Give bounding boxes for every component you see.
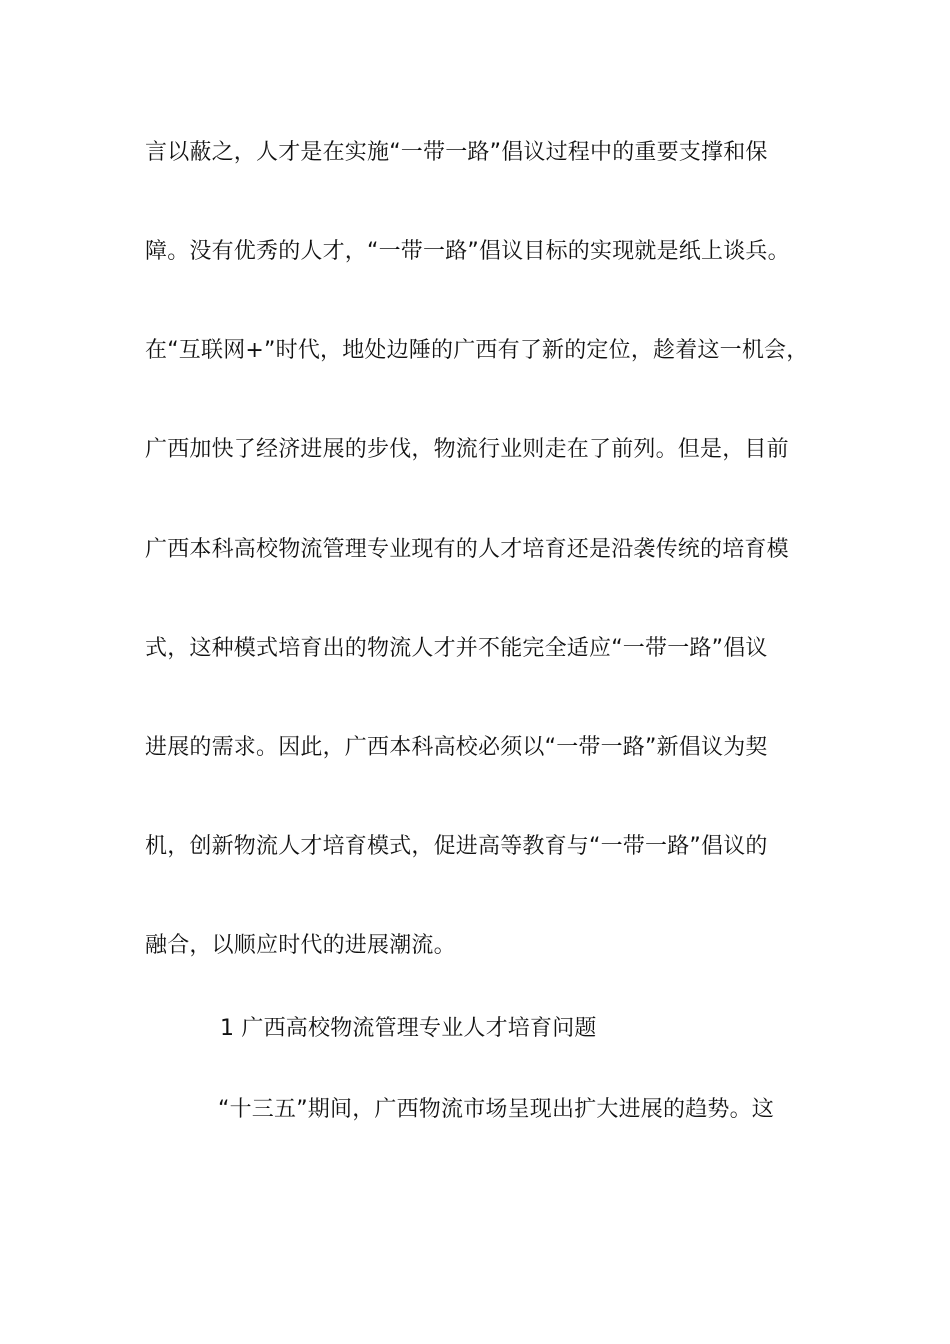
paragraph-line-6: 式，这种模式培育出的物流人才并不能完全适应“一带一路”倡议 [145, 636, 768, 661]
paragraph-line-8: 机，创新物流人才培育模式，促进高等教育与“一带一路”倡议的 [145, 834, 768, 859]
paragraph-line-1: 言以蔽之，人才是在实施“一带一路”倡议过程中的重要支撑和保 [145, 140, 768, 165]
paragraph-line-5: 广西本科高校物流管理专业现有的人才培育还是沿袭传统的培育模 [145, 537, 789, 562]
next-paragraph-line-1: “十三五”期间，广西物流市场呈现出扩大进展的趋势。这 [218, 1097, 774, 1122]
section-heading: 1 广西高校物流管理专业人才培育问题 [220, 1016, 597, 1041]
paragraph-line-2: 障。没有优秀的人才，“一带一路”倡议目标的实现就是纸上谈兵。 [145, 239, 790, 264]
paragraph-line-3: 在“互联网+”时代，地处边陲的广西有了新的定位，趁着这一机会， [145, 338, 809, 363]
paragraph-line-7: 进展的需求。因此，广西本科高校必须以“一带一路”新倡议为契 [145, 735, 768, 760]
paragraph-line-4: 广西加快了经济进展的步伐，物流行业则走在了前列。但是，目前 [145, 437, 789, 462]
paragraph-line-9: 融合，以顺应时代的进展潮流。 [145, 933, 456, 958]
